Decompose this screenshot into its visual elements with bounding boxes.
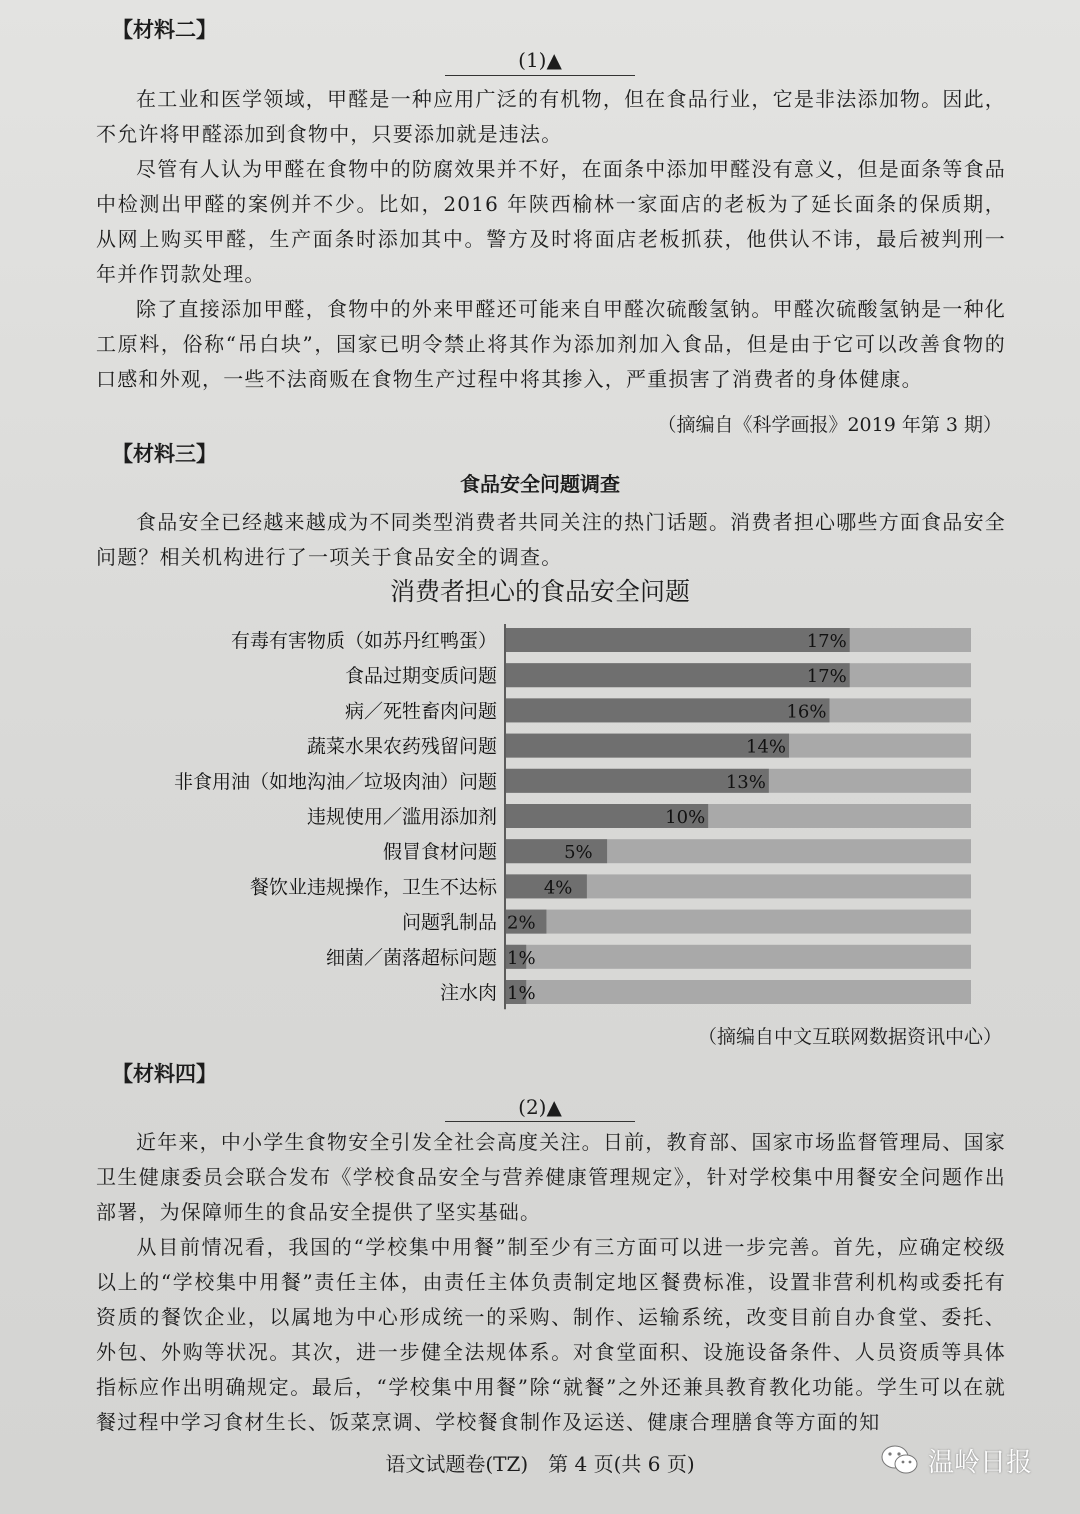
material2-paragraph-1: 在工业和医学领域，甲醛是一种应用广泛的有机物，但在食品行业，它是非法添加物。因此，不允许将甲醛添加到食物中，只要添加就是违法。 bbox=[96, 87, 1006, 146]
category-label: 病／死牲畜肉问题 bbox=[344, 700, 497, 723]
bar bbox=[506, 698, 829, 722]
category-label: 餐饮业违规操作，卫生不达标 bbox=[249, 876, 497, 899]
chart-title: 消费者担心的食品安全问题 bbox=[389, 577, 690, 606]
value-label: 5% bbox=[564, 842, 593, 864]
value-label: 1% bbox=[507, 947, 536, 969]
bar-track bbox=[506, 945, 971, 969]
bar-track bbox=[506, 910, 971, 934]
category-label: 问题乳制品 bbox=[401, 911, 497, 934]
value-label: 14% bbox=[746, 736, 787, 758]
category-label: 假冒食材问题 bbox=[382, 841, 497, 864]
value-label: 17% bbox=[806, 666, 847, 688]
wechat-icon bbox=[880, 1444, 920, 1476]
material4-paragraph-2: 从目前情况看，我国的“学校集中用餐”制至少有三方面可以进一步完善。首先，应确定校级以上的“学校集中用餐”责任主体，由责任主体负责制定地区餐费标准，设置非营利机构或委托有资质的餐饮企业，以属地为中心形成统一的采购、制作、运输系统，改变目前自办食堂、委托、外包、外购等状况。其次，进一步健全法规体系。对食堂面积、设施设备条件、人员资质等具体指标应作出明确规定。最后，“学校集中用餐”除“就餐”之外还兼具教育教化功能。学生可以在就餐过程中学习食材生长、饭菜烹调、学校餐食制作及运送、健康合理膳食等方面的知 bbox=[96, 1235, 1006, 1434]
value-label: 17% bbox=[806, 631, 847, 652]
bar-track bbox=[506, 980, 971, 1004]
material3-source: （摘编自中文互联网数据资讯中心） bbox=[697, 1026, 1002, 1048]
question-2-underline bbox=[445, 1121, 635, 1122]
category-label: 非食用油（如地沟油／垃圾肉油）问题 bbox=[173, 770, 497, 793]
category-label: 蔬菜水果农药残留问题 bbox=[306, 735, 497, 758]
value-label: 4% bbox=[543, 877, 573, 899]
question-2-placeholder: (2)▲ bbox=[518, 1095, 562, 1119]
material2-paragraph-2: 尽管有人认为甲醛在食物中的防腐效果并不好，在面条中添加甲醛没有意义，但是面条等食品中检测出甲醛的案例并不少。比如，2016 年陕西榆林一家面店的老板为了延长面条的保质期，从网上购买甲醛，生产面条时添加其中。警方及时将面店老板抓获，他供认不讳，最后被判刑一年并作罚款处理。 bbox=[96, 157, 1006, 286]
category-label: 细菌／菌落超标问题 bbox=[325, 946, 497, 969]
material2-paragraph-3: 除了直接添加甲醛，食物中的外来甲醛还可能来自甲醛次硫酸氢钠。甲醛次硫酸氢钠是一种化工原料，俗称“吊白块”，国家已明令禁止将其作为添加剂加入食品，但是由于它可以改善食物的口感和外观，一些不法商贩在食物生产过程中将其掺入，严重损害了消费者的身体健康。 bbox=[96, 297, 1006, 391]
value-label: 13% bbox=[725, 771, 766, 793]
material3-label: 【材料三】 bbox=[112, 441, 217, 466]
category-label: 有毒有害物质（如苏丹红鸭蛋） bbox=[230, 630, 497, 652]
material4-label: 【材料四】 bbox=[112, 1061, 217, 1086]
logo-text: 温岭日报 bbox=[928, 1447, 1033, 1478]
category-label: 注水肉 bbox=[439, 982, 497, 1004]
survey-title: 食品安全问题调查 bbox=[460, 472, 620, 496]
bar bbox=[506, 628, 850, 652]
material4-paragraph-1: 近年来，中小学生食物安全引发全社会高度关注。日前，教育部、国家市场监督管理局、国家卫生健康委员会联合发布《学校食品安全与营养健康管理规定》，针对学校集中用餐安全问题作出部署，为保障师生的食品安全提供了坚实基础。 bbox=[96, 1130, 1006, 1224]
page-footer: 语文试题卷(TZ) 第 4 页(共 6 页) bbox=[385, 1452, 695, 1476]
material2-source: （摘编自《科学画报》2019 年第 3 期） bbox=[657, 414, 1002, 436]
value-label: 1% bbox=[507, 983, 536, 1004]
bar bbox=[506, 663, 850, 687]
value-label: 10% bbox=[665, 807, 706, 828]
newspaper-logo bbox=[880, 1440, 1055, 1480]
material2-label: 【材料二】 bbox=[112, 17, 217, 42]
value-label: 2% bbox=[507, 912, 536, 934]
material3-paragraph-1: 食品安全已经越来越成为不同类型消费者共同关注的热门话题。消费者担心哪些方面食品安全问题？相关机构进行了一项关于食品安全的调查。 bbox=[96, 510, 1006, 569]
category-label: 食品过期变质问题 bbox=[344, 665, 497, 688]
value-label: 16% bbox=[786, 701, 827, 723]
category-label: 违规使用／滥用添加剂 bbox=[306, 806, 497, 828]
question-1-placeholder: (1)▲ bbox=[518, 48, 562, 72]
